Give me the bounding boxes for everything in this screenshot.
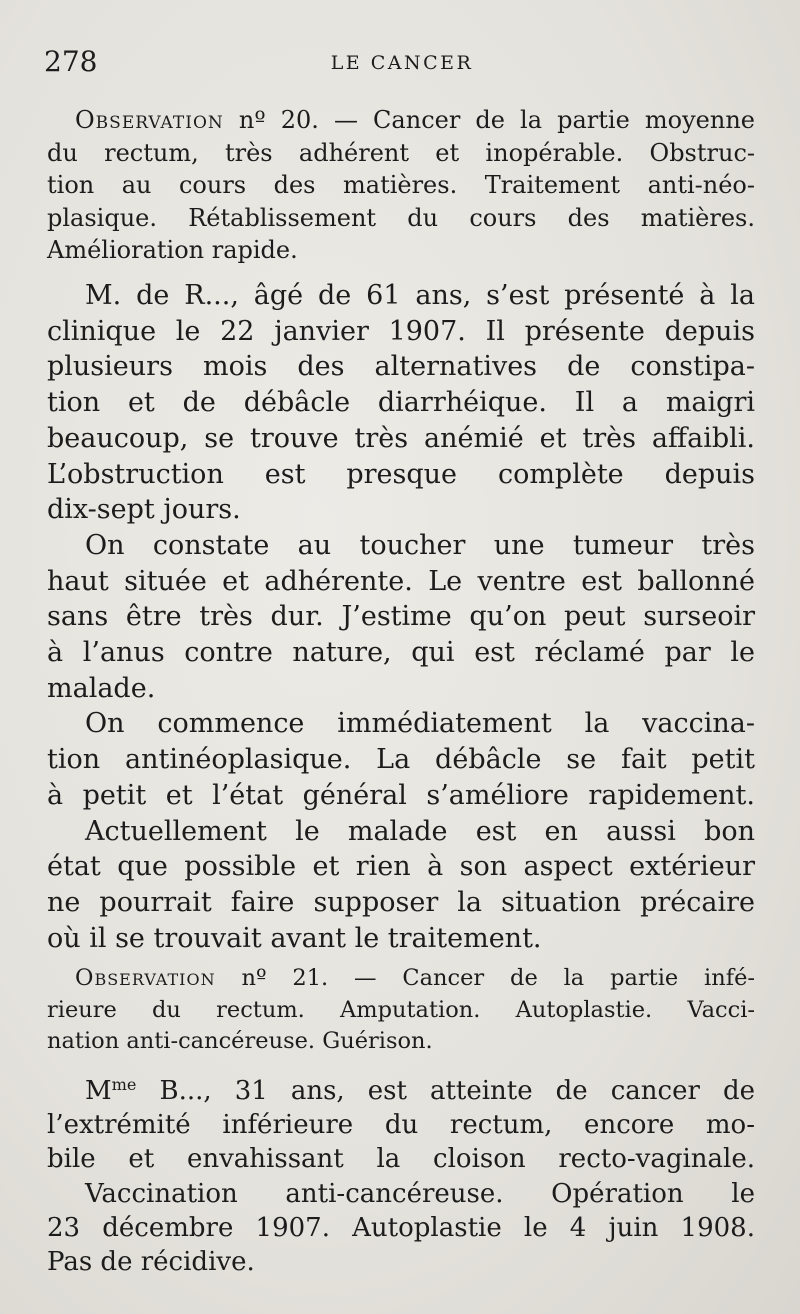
observation-21-body bbox=[47, 1068, 755, 1280]
text-line: tion et de débâcle diarrhéique. Il a maigri bbox=[47, 387, 755, 419]
observation-21-label: Observation bbox=[75, 965, 216, 991]
paragraph bbox=[47, 528, 755, 707]
text-line: plusieurs mois des alternatives de constipa- bbox=[47, 351, 755, 383]
observation-20-heading-line: tion au cours des matières. Traitement anti-néo- bbox=[47, 171, 755, 199]
observation-20-heading-line: Observation nº 20. — Cancer de la partie moyenne bbox=[75, 106, 755, 134]
text-line: On commence immédiatement la vaccina- bbox=[85, 708, 755, 740]
paragraph bbox=[47, 1068, 755, 1177]
observation-21-heading bbox=[47, 963, 755, 1058]
paragraph bbox=[47, 814, 755, 957]
text-line: Vaccination anti-cancéreuse. Opération le bbox=[85, 1178, 755, 1209]
text-line: clinique le 22 janvier 1907. Il présente depuis bbox=[47, 315, 755, 347]
running-title: LE CANCER bbox=[330, 52, 474, 74]
text-line: sans être très dur. J’estime qu’on peut surseoir bbox=[47, 601, 755, 633]
text-line: à petit et l’état général s’améliore rapidement. bbox=[47, 779, 755, 811]
observation-20-label: Observation bbox=[75, 106, 224, 134]
text-line: L’obstruction est presque complète depuis bbox=[47, 458, 755, 490]
text-line: beaucoup, se trouve très anémié et très affaibli. bbox=[47, 422, 755, 454]
text-line: tion antinéoplasique. La débâcle se fait petit bbox=[47, 744, 755, 776]
observation-20-heading bbox=[47, 104, 755, 267]
text-line: $M^{me}$ B..., 31 ans, est atteinte de cancer de bbox=[85, 1075, 755, 1106]
text-line: à l’anus contre nature, qui est réclamé par le bbox=[47, 637, 755, 669]
text-line: ne pourrait faire supposer la situation précaire bbox=[47, 886, 755, 918]
text-line: Actuellement le malade est en aussi bon bbox=[85, 815, 755, 847]
paragraph bbox=[47, 706, 755, 813]
running-head bbox=[44, 44, 760, 80]
observation-21-heading-line: Observation nº 21. — Cancer de la partie infé- bbox=[75, 965, 755, 991]
text-line: état que possible et rien à son aspect extérieur bbox=[47, 851, 755, 883]
observation-20-body bbox=[47, 278, 755, 956]
text-line: M. de R..., âgé de 61 ans, s’est présenté à la bbox=[85, 280, 755, 311]
observation-21-heading-line: nation anti-cancéreuse. Guérison. bbox=[47, 1028, 433, 1054]
paragraph bbox=[47, 1177, 755, 1280]
observation-20-heading-line: plasique. Rétablissement du cours des matières. bbox=[47, 203, 755, 232]
observation-21-heading-line: rieure du rectum. Amputation. Autoplastie. Vacci- bbox=[47, 996, 755, 1023]
observation-20-heading-line: Amélioration rapide. bbox=[47, 236, 298, 264]
text-line: 23 décembre 1907. Autoplastie le 4 juin 1908. bbox=[47, 1213, 755, 1244]
paragraph bbox=[47, 278, 755, 528]
observation-20-heading-line: du rectum, très adhérent et inopérable. Obstruc- bbox=[47, 138, 755, 167]
text-line: où il se trouvait avant le traitement. bbox=[47, 922, 542, 954]
text-line: bile et envahissant la cloison recto-vaginale. bbox=[47, 1144, 755, 1175]
page-number: 278 bbox=[44, 45, 98, 78]
text-line: dix-sept jours. bbox=[47, 494, 241, 526]
observation-21-number: nº 21. bbox=[241, 965, 329, 991]
text-line: l’extrémité inférieure du rectum, encore mo- bbox=[47, 1110, 755, 1141]
text-line: haut située et adhérente. Le ventre est ballonné bbox=[47, 565, 755, 597]
text-line: malade. bbox=[47, 672, 156, 704]
observation-20-number: nº 20. bbox=[238, 106, 319, 134]
text-line: On constate au toucher une tumeur très bbox=[85, 529, 755, 561]
text-line: Pas de récidive. bbox=[47, 1247, 255, 1278]
